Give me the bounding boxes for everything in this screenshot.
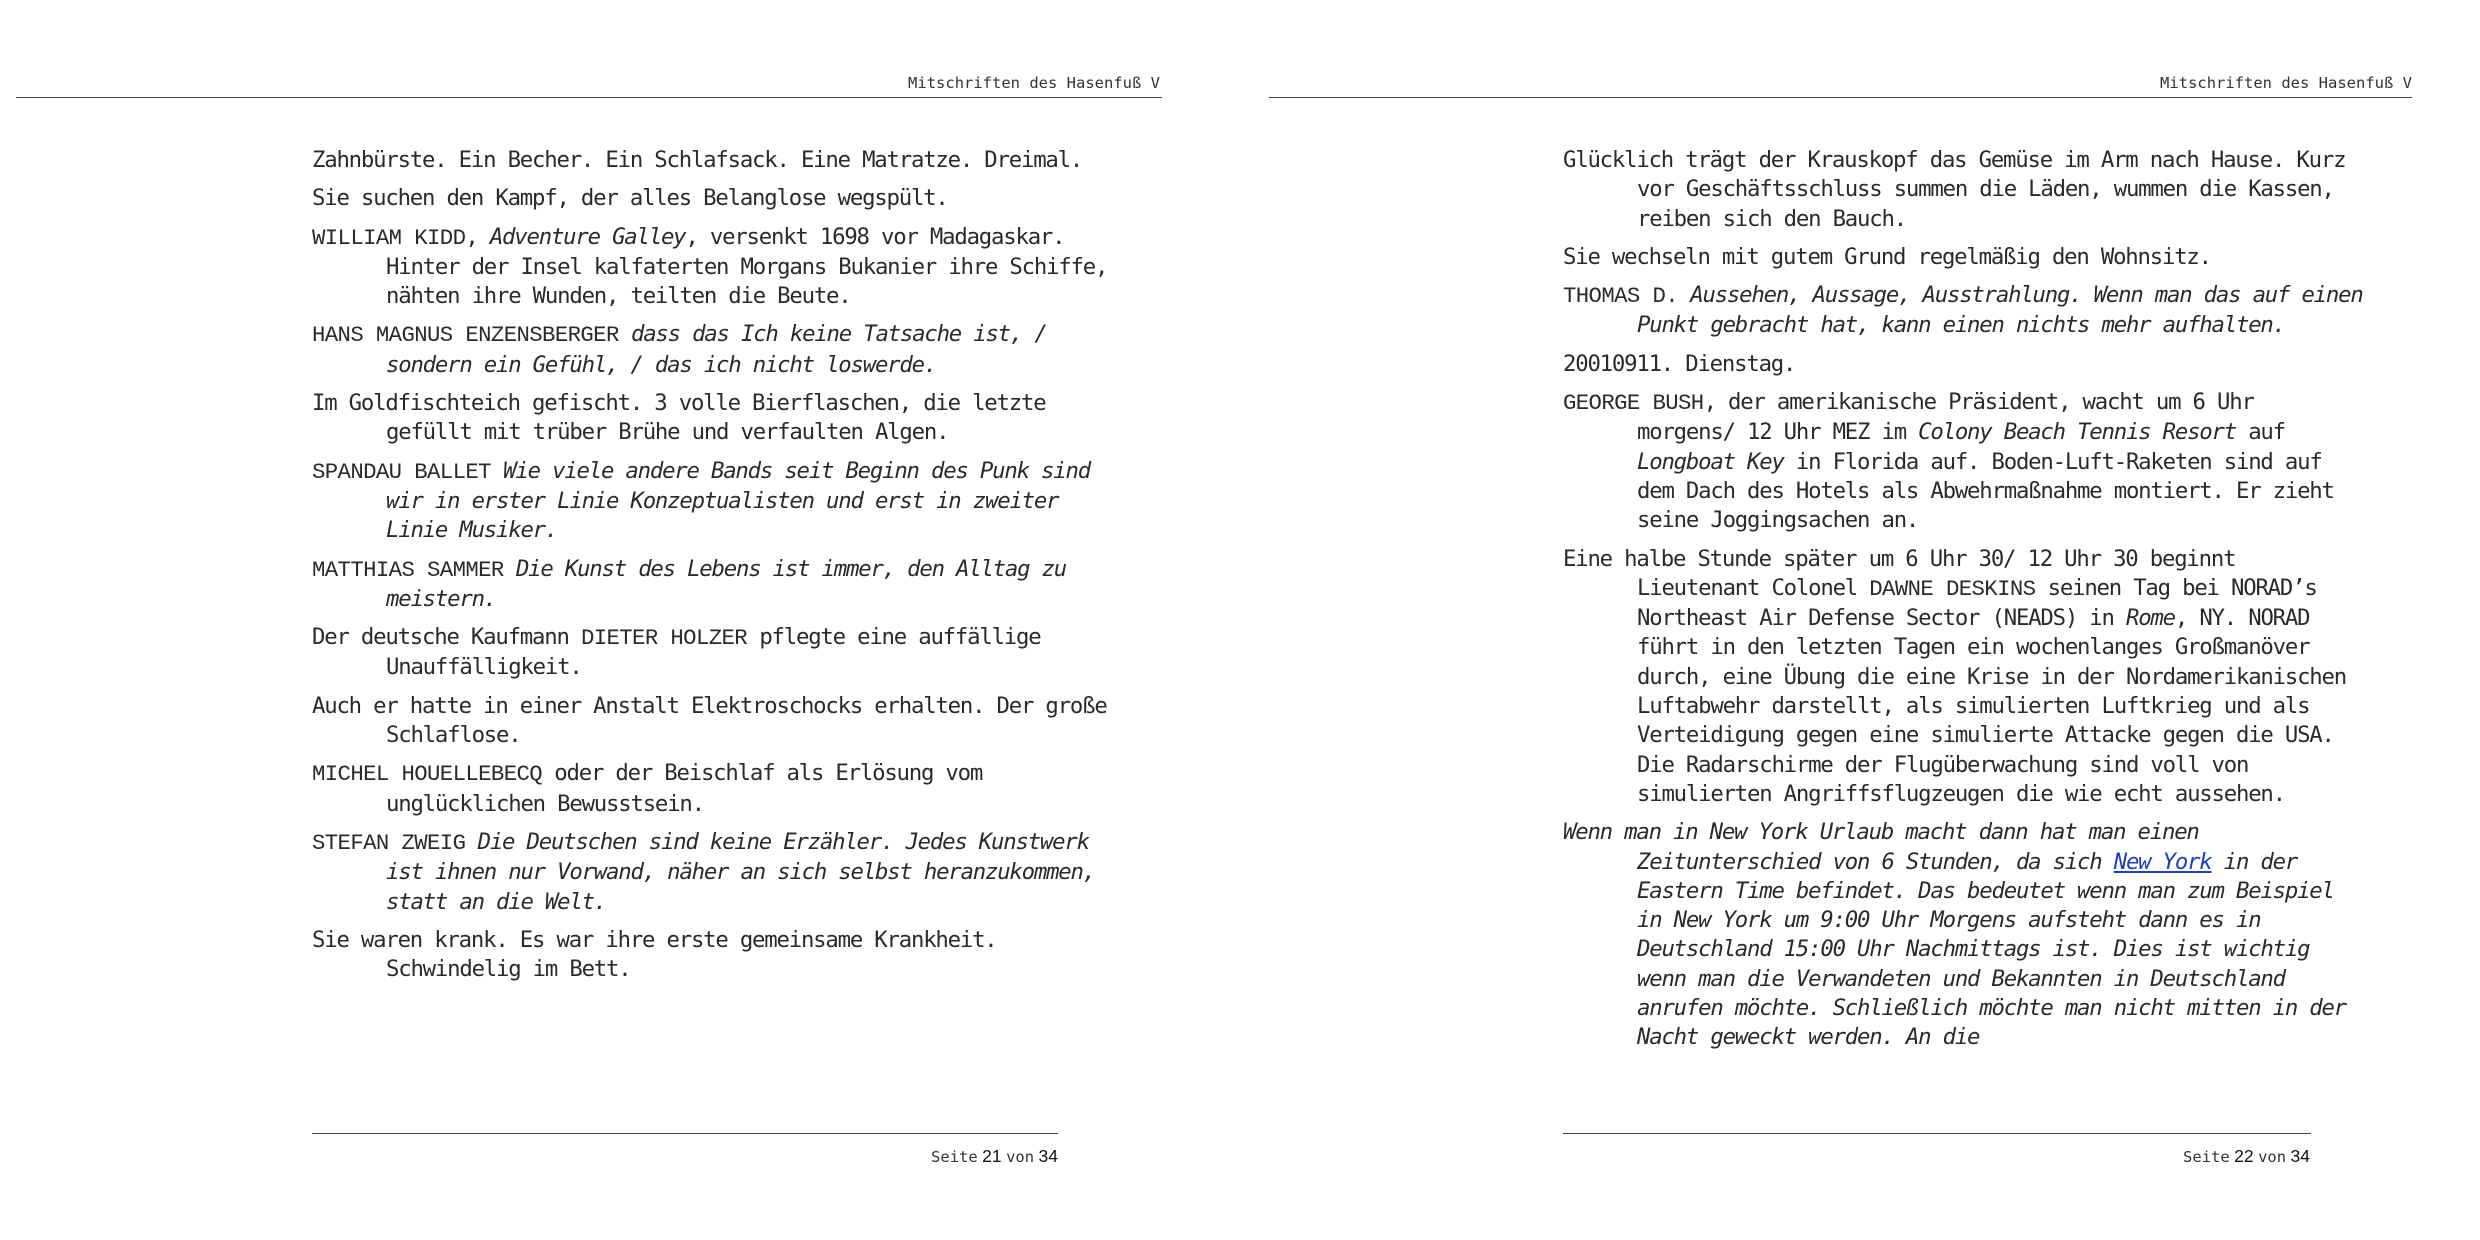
running-header: Mitschriften des Hasenfuß V bbox=[2160, 74, 2412, 92]
entry-text: , der amerikanische Präsident, wacht um 6 Uhr morgens/ 12 Uhr MEZ im bbox=[1637, 389, 2254, 446]
header-rule bbox=[1269, 97, 2412, 98]
quote-text: Die Kunst des Lebens ist immer, den Alltag zu meistern. bbox=[386, 555, 1067, 612]
page-body bbox=[312, 146, 1112, 993]
entry-paragraph bbox=[1563, 388, 2363, 535]
page-right bbox=[1240, 0, 2480, 1240]
total-pages: 34 bbox=[1038, 1146, 1058, 1166]
quote-text: Longboat Key bbox=[1637, 448, 1784, 475]
entry-paragraph bbox=[1563, 146, 2363, 234]
current-page-number: 22 bbox=[2234, 1146, 2254, 1166]
header-rule bbox=[16, 97, 1162, 98]
quote-text: Die Deutschen sind keine Erzähler. Jedes Kunstwerk ist ihnen nur Vorwand, näher an sich selbst heranzukommen, statt an die Welt. bbox=[386, 828, 1095, 915]
quote-text: Wenn man in New York Urlaub macht dann hat man einen Zeitunterschied von 6 Stunden, da sich bbox=[1563, 819, 2199, 875]
footer-rule bbox=[1563, 1133, 2311, 1134]
entry-paragraph bbox=[312, 623, 1112, 683]
entry-paragraph bbox=[312, 759, 1112, 819]
entry-text: Glücklich trägt der Krauskopf das Gemüse im Arm nach Hause. Kurz vor Geschäftsschluss summen die Läden, wummen die Kassen, reiben sich den Bauch. bbox=[1563, 147, 2346, 232]
quote-text: dass das Ich keine Tatsache ist, / sondern ein Gefühl, / das ich nicht loswerde. bbox=[386, 321, 1047, 378]
quote-text: Rome bbox=[2125, 605, 2175, 632]
footer-page-label: Seite bbox=[2183, 1148, 2230, 1166]
person-name: STEFAN ZWEIG bbox=[312, 829, 466, 856]
person-name: DIETER HOLZER bbox=[580, 625, 748, 652]
entry-paragraph bbox=[1563, 281, 2363, 341]
entry-text: auf bbox=[2235, 419, 2285, 446]
entry-paragraph bbox=[312, 320, 1112, 380]
footer-rule bbox=[312, 1133, 1058, 1134]
quote-text: Aussehen, Aussage, Ausstrahlung. Wenn man das auf einen Punkt gebracht hat, kann einen nichts mehr aufhalten. bbox=[1637, 282, 2363, 339]
entry-paragraph bbox=[1563, 350, 2363, 379]
footer-of-label: von bbox=[2258, 1148, 2287, 1166]
entry-text: pflegte eine auffällige Unauffälligkeit. bbox=[386, 624, 1041, 681]
entry-text: seinen Tag bei NORAD’s Northeast Air Defense Sector (NEADS) in bbox=[1637, 574, 2317, 632]
running-header: Mitschriften des Hasenfuß V bbox=[908, 74, 1160, 92]
entry-paragraph bbox=[1563, 243, 2363, 272]
new-york-link[interactable]: New York bbox=[2113, 848, 2212, 875]
entry-paragraph bbox=[312, 457, 1112, 546]
entry-paragraph bbox=[312, 146, 1112, 175]
quote-text: Colony Beach Tennis Resort bbox=[1918, 419, 2236, 446]
entry-text: Sie waren krank. Es war ihre erste gemeinsame Krankheit. Schwindelig im Bett. bbox=[312, 926, 997, 983]
person-name: DAWNE DESKINS bbox=[1869, 575, 2036, 602]
entry-text bbox=[491, 458, 503, 484]
entry-text bbox=[1678, 282, 1690, 308]
entry-text bbox=[619, 321, 631, 347]
entry-paragraph bbox=[312, 692, 1112, 751]
person-name: SPANDAU BALLET bbox=[312, 458, 491, 485]
quote-text: Wie viele andere Bands seit Beginn des Punk sind wir in erster Linie Konzeptualisten und erst in zweiter Linie Musiker. bbox=[386, 457, 1090, 544]
entry-text: oder der Beischlaf als Erlösung vom unglücklichen Bewusstsein. bbox=[386, 760, 983, 817]
entry-text: in Florida auf. Boden-Luft-Raketen sind auf dem Dach des Hotels als Abwehrmaßnahme montiert. Er zieht seine Joggingsachen an. bbox=[1637, 448, 2334, 534]
entry-text: , bbox=[465, 223, 490, 250]
page-footer bbox=[931, 1146, 1058, 1167]
entry-text: 20010911. Dienstag. bbox=[1563, 350, 1796, 377]
entry-paragraph bbox=[1563, 545, 2363, 810]
entry-text bbox=[465, 829, 477, 855]
entry-paragraph bbox=[312, 926, 1112, 985]
entry-text: Der deutsche Kaufmann bbox=[312, 624, 581, 651]
entry-text: Eine halbe Stunde später um 6 Uhr 30/ 12 Uhr 30 beginnt Lieutenant Colonel bbox=[1563, 545, 2236, 601]
total-pages: 34 bbox=[2290, 1146, 2310, 1166]
entry-text: , versenkt 1698 vor Madagaskar. Hinter der Insel kalfaterten Morgans Bukanier ihre Schiffe, nähten ihre Wunden, teilten die Beute. bbox=[386, 223, 1108, 310]
footer-page-label: Seite bbox=[931, 1148, 978, 1166]
page-footer bbox=[2183, 1146, 2310, 1167]
current-page-number: 21 bbox=[982, 1146, 1002, 1166]
entry-text: , NY. NORAD führt in den letzten Tagen ein wochenlanges Großmanöver durch, eine Übung die eine Krise in der Nordamerikanischen Luftabwehr darstellt, als simulierten Luftkrieg und als Verteidigung gegen eine simulierte Attacke gegen die USA. Die Radarschirme der Flugüberwachung sind voll von simulierten Angriffsflugzeugen die wie echt aussehen. bbox=[1637, 605, 2346, 807]
entry-text: Im Goldfischteich gefischt. 3 volle Bierflaschen, die letzte gefüllt mit trüber Brühe und verfaulten Algen. bbox=[312, 390, 1046, 446]
entry-paragraph bbox=[312, 184, 1112, 213]
entry-paragraph bbox=[312, 828, 1112, 917]
entry-text: Zahnbürste. Ein Becher. Ein Schlafsack. Eine Matratze. Dreimal. bbox=[312, 147, 1083, 173]
quote-text: in der Eastern Time befindet. Das bedeutet wenn man zum Beispiel in New York um 9:00 Uhr Morgens aufsteht dann es in Deutschland 15:00 Uhr Nachmittags ist. Dies ist wichtig wenn man die Verwandeten und Bekannten in Deutschland anrufen möchte. Schließlich möchte man nicht mitten in der Nacht geweckt werden. An die bbox=[1637, 848, 2346, 1051]
person-name: THOMAS D. bbox=[1563, 283, 1679, 310]
entry-paragraph bbox=[1563, 818, 2363, 1052]
person-name: MICHEL HOUELLEBECQ bbox=[312, 761, 543, 788]
entry-paragraph bbox=[312, 389, 1112, 448]
entry-paragraph bbox=[312, 555, 1112, 615]
quote-text: Adventure Galley bbox=[489, 223, 686, 250]
person-name: MATTHIAS SAMMER bbox=[312, 556, 504, 583]
footer-of-label: von bbox=[1006, 1148, 1035, 1166]
entry-paragraph bbox=[312, 223, 1112, 312]
entry-text bbox=[504, 556, 516, 582]
person-name: GEORGE BUSH bbox=[1563, 390, 1704, 417]
person-name: WILLIAM KIDD bbox=[312, 224, 466, 251]
entry-text: Sie suchen den Kampf, der alles Belanglose wegspült. bbox=[312, 185, 948, 212]
entry-text: Sie wechseln mit gutem Grund regelmäßig den Wohnsitz. bbox=[1563, 243, 2211, 270]
page-body bbox=[1563, 146, 2363, 1062]
person-name: HANS MAGNUS ENZENSBERGER bbox=[312, 322, 619, 349]
entry-text: Auch er hatte in einer Anstalt Elektroschocks erhalten. Der große Schlaflose. bbox=[312, 692, 1107, 749]
